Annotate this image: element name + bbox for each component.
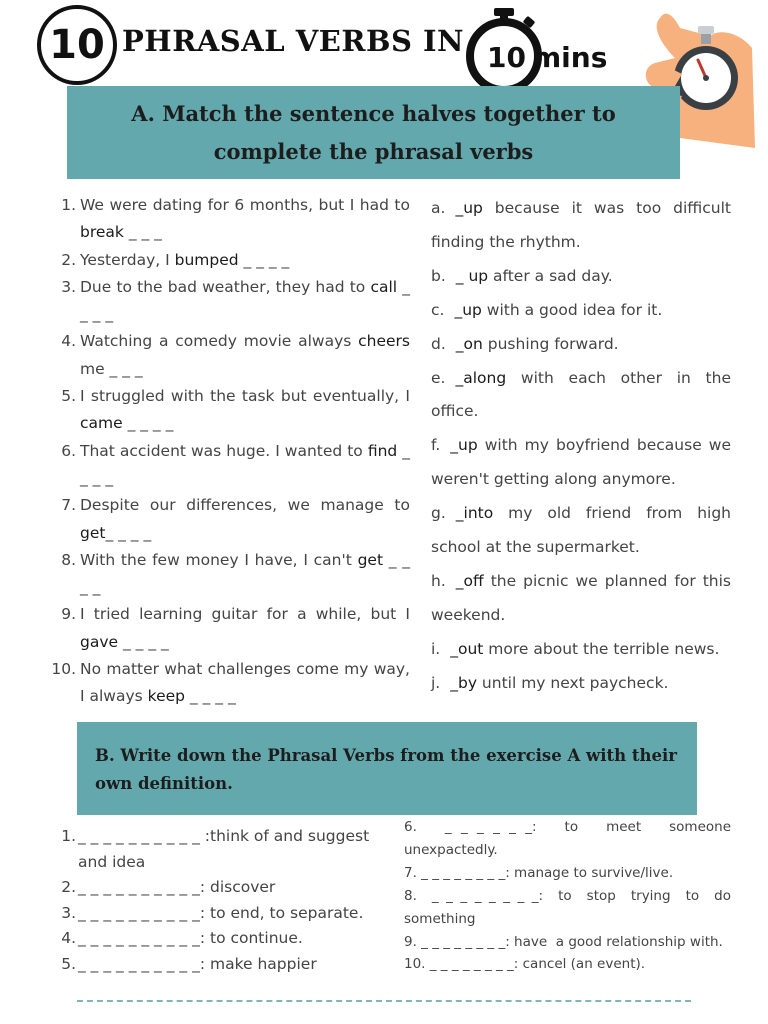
answer-text: because it was too difficult finding the rhythm. [431, 199, 731, 251]
answer-text: with a good idea for it. [481, 300, 663, 319]
answer-keyword: _on [455, 334, 483, 353]
question-keyword: came [80, 414, 123, 433]
question-number: 9. [61, 605, 76, 624]
question-item [50, 274, 410, 329]
question-after: me _ _ _ [80, 359, 143, 378]
answer-keyword: _into [455, 504, 494, 523]
section-b-banner [77, 722, 697, 815]
answer-letter: f. [431, 436, 441, 455]
answer-keyword: _up [455, 199, 483, 217]
question-text [76, 274, 410, 329]
answer-item [431, 429, 731, 497]
answer-text: until my next paycheck. [477, 673, 669, 692]
definition-list-left [54, 824, 384, 977]
definition-number: 5. [61, 954, 76, 973]
definition-list-right [404, 816, 736, 976]
question-after: _ _ _ _ [80, 550, 410, 597]
question-before: That accident was huge. I wanted to [80, 441, 368, 460]
number-badge: 10 [37, 5, 117, 85]
answer-letter: a. [431, 199, 446, 217]
question-before: Despite our differences, we manage to [80, 496, 410, 515]
answer-keyword: _up [450, 436, 478, 455]
definition-text: _ _ _ _ _ _ _ _ _ _: to end, to separate. [78, 903, 364, 922]
answer-item [431, 328, 731, 362]
question-text [76, 601, 410, 656]
answer-item [431, 633, 731, 667]
definition-number: 3. [61, 903, 76, 922]
question-item [50, 328, 410, 383]
answer-letter: e. [431, 368, 446, 387]
definition-item [54, 824, 384, 875]
answer-keyword: _off [455, 571, 484, 590]
section-a-banner [67, 86, 680, 179]
answer-keyword: _up [454, 300, 482, 319]
answer-keyword: _along [455, 368, 507, 387]
question-item [50, 601, 410, 656]
question-keyword: call [370, 277, 398, 296]
question-number: 1. [61, 196, 76, 214]
question-before: I tried learning guitar for a while, but I [80, 605, 410, 624]
answer-keyword: _out [450, 639, 484, 658]
question-item [50, 247, 410, 274]
definition-number: 4. [61, 929, 76, 947]
question-item [50, 547, 410, 602]
question-keyword: get [80, 523, 106, 542]
question-before: No matter what challenges come my way, I always [80, 660, 410, 706]
question-keyword: get [357, 550, 384, 569]
answer-item [431, 565, 731, 633]
question-item [50, 438, 410, 493]
question-number: 3. [61, 277, 76, 296]
page-title: PHRASAL VERBS IN [122, 24, 465, 58]
question-before: We were dating for 6 months, but I had to [80, 196, 410, 214]
section-a-heading-line1: A. Match the sentence halves together to [131, 100, 616, 126]
answer-letter: b. [431, 266, 446, 285]
question-after: _ _ _ [123, 223, 162, 242]
question-after: _ _ _ _ [105, 523, 152, 542]
question-keyword: gave [80, 632, 119, 651]
answer-letter: i. [431, 639, 441, 658]
question-list [50, 192, 410, 711]
answer-letter: h. [431, 571, 446, 590]
question-number: 5. [61, 387, 76, 406]
question-text [76, 192, 410, 247]
question-item [50, 192, 410, 247]
answer-text: with each other in the office. [431, 368, 731, 421]
answer-letter: g. [431, 504, 446, 523]
question-text [76, 492, 410, 547]
definition-item: 6. _ _ _ _ _ _: to meet someone unexpactedly. [404, 819, 736, 858]
answer-item [431, 260, 731, 294]
definition-number: 2. [61, 878, 76, 896]
definition-text: _ _ _ _ _ _ _ _ _ _: to continue. [78, 929, 303, 947]
question-after: _ _ _ _ [80, 277, 410, 324]
section-b-heading: B. Write down the Phrasal Verbs from the exercise A with their own definition. [95, 746, 677, 793]
definition-item [54, 901, 384, 927]
question-number: 2. [61, 250, 76, 269]
definition-item: 7. _ _ _ _ _ _ _ _: manage to survive/live. [404, 864, 674, 881]
answer-text: the picnic we planned for this weekend. [431, 571, 731, 624]
answer-item [431, 667, 731, 701]
definition-text: _ _ _ _ _ _ _ _ _ _: discover [78, 878, 276, 896]
section-a-heading-line2: complete the phrasal verbs [213, 138, 534, 164]
question-keyword: find [367, 441, 398, 460]
question-before: Due to the bad weather, they had to [80, 277, 371, 296]
answer-keyword: _ up [455, 266, 489, 285]
question-before: Watching a comedy movie always [80, 332, 359, 351]
answer-item [431, 192, 731, 260]
question-text [76, 247, 410, 274]
question-after: _ _ _ _ [185, 687, 236, 706]
question-number: 4. [61, 332, 76, 351]
answer-item [431, 497, 731, 565]
timer-number: 10 [487, 41, 526, 74]
question-item [50, 656, 410, 711]
question-number: 7. [61, 496, 76, 515]
question-number: 8. [61, 550, 76, 569]
definition-text: _ _ _ _ _ _ _ _ _ _: make happier [78, 954, 317, 973]
answer-text: pushing forward. [482, 334, 619, 353]
question-number: 6. [61, 441, 76, 460]
definition-item: 10. _ _ _ _ _ _ _ _: cancel (an event). [404, 956, 646, 973]
answer-text: more about the terrible news. [483, 639, 720, 658]
question-before: I struggled with the task but eventually, I [80, 387, 410, 406]
answer-text: after a sad day. [488, 266, 613, 285]
question-item [50, 383, 410, 438]
question-keyword: break [80, 223, 124, 242]
definition-number: 1. [61, 827, 76, 845]
answer-item [431, 294, 731, 328]
question-keyword: cheers [358, 332, 410, 351]
answer-text: with my boyfriend because we weren't getting along anymore. [431, 436, 731, 489]
answer-letter: j. [431, 673, 441, 692]
answer-item [431, 362, 731, 430]
question-before: Yesterday, I [80, 250, 175, 269]
definition-item: 8. _ _ _ _ _ _ _ _: to stop trying to do something [404, 887, 736, 927]
timer-unit: mins [532, 41, 608, 74]
question-after: _ _ _ _ [80, 441, 411, 487]
question-text [76, 438, 410, 493]
question-after: _ _ _ _ [122, 414, 174, 433]
question-text [76, 383, 410, 438]
question-after: _ _ _ _ [238, 250, 290, 269]
question-keyword: keep [147, 687, 185, 706]
answer-letter: c. [431, 300, 445, 319]
question-before: With the few money I have, I can't [80, 550, 358, 569]
definition-item [54, 926, 384, 952]
question-item [50, 492, 410, 547]
dashed-divider [77, 1000, 691, 1002]
definition-item [54, 952, 384, 978]
definition-item: 9. _ _ _ _ _ _ _ _: have a good relationship with. [404, 933, 723, 950]
definition-item [54, 875, 384, 901]
answer-text: my old friend from high school at the supermarket. [431, 504, 731, 557]
question-number: 10. [51, 660, 76, 679]
question-text [76, 656, 410, 711]
question-text [76, 328, 410, 383]
question-keyword: bumped [174, 250, 239, 269]
question-after: _ _ _ _ [118, 632, 169, 651]
question-text [76, 547, 410, 602]
answer-letter: d. [431, 334, 446, 353]
answer-keyword: _by [450, 673, 477, 692]
answer-list [431, 192, 731, 701]
definition-text: _ _ _ _ _ _ _ _ _ _ :think of and suggest and idea [78, 827, 370, 871]
